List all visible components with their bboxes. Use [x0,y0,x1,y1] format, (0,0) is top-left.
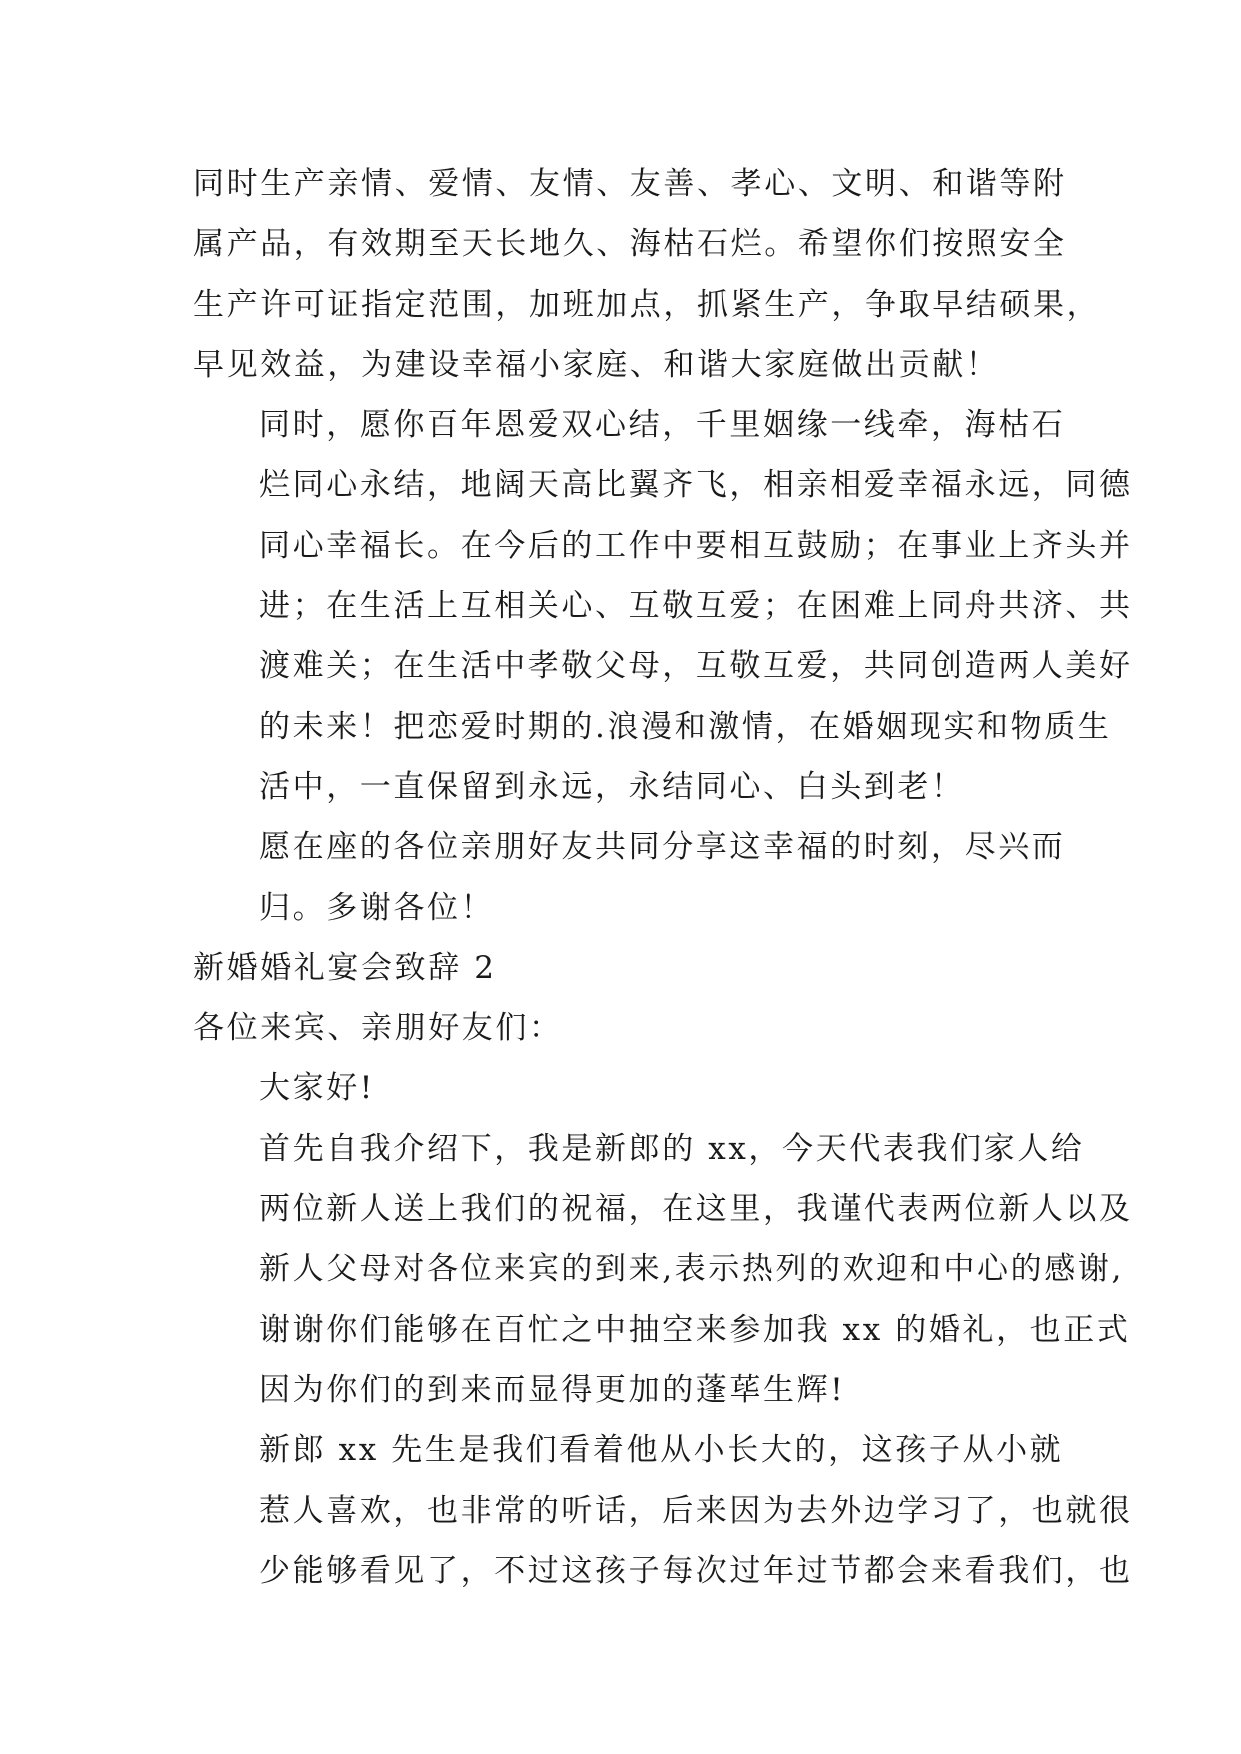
paragraph [193,154,1101,395]
paragraph [193,938,1053,998]
text-line: 因为你们的到来而显得更加的蓬荜生辉! [259,1371,846,1408]
paragraph [193,998,1053,1058]
document-body [193,154,1133,1601]
paragraph [193,1420,1133,1601]
paragraph [193,395,1133,817]
text-line: 同时，愿你百年恩爱双心结，千里姻缘一线牵，海枯石 [259,407,1066,444]
text-line: 各位来宾、亲朋好友们： [193,1010,563,1047]
text-line: 新婚婚礼宴会致辞 2 [193,949,497,986]
text-line: 新人父母对各位来宾的到来,表示热列的欢迎和中心的感谢, [259,1251,1124,1288]
text-line: 活中，一直保留到永远，永结同心、白头到老！ [259,768,965,805]
text-line: 生产许可证指定范围，加班加点，抓紧生产，争取早结硕果， [193,286,1101,323]
paragraph [193,817,1066,938]
text-line: 属产品，有效期至天长地久、海枯石烂。希望你们按照安全 [193,226,1067,263]
text-line: 归。多谢各位！ [259,889,495,926]
text-line: 两位新人送上我们的祝福，在这里，我谨代表两位新人以及 [259,1191,1133,1228]
text-line: 大家好! [259,1070,375,1107]
text-line: 早见效益，为建设幸福小家庭、和谐大家庭做出贡献！ [193,346,1000,383]
text-line: 愿在座的各位亲朋好友共同分享这幸福的时刻，尽兴而 [259,829,1066,866]
paragraph [193,1119,1133,1420]
text-line: 渡难关；在生活中孝敬父母，互敬互爱，共同创造两人美好 [259,648,1133,685]
paragraph [193,1058,1053,1118]
text-line: 同时生产亲情、爱情、友情、友善、孝心、文明、和谐等附 [193,166,1067,202]
text-line: 谢谢你们能够在百忙之中抽空来参加我 xx 的婚礼，也正式 [259,1311,1131,1348]
text-line: 少能够看见了，不过这孩子每次过年过节都会来看我们，也 [259,1552,1133,1589]
text-line: 首先自我介绍下，我是新郎的 xx，今天代表我们家人给 [259,1130,1085,1167]
text-line: 烂同心永结，地阔天高比翼齐飞，相亲相爱幸福永远，同德 [259,467,1133,504]
text-line: 新郎 xx 先生是我们看着他从小长大的，这孩子从小就 [259,1432,1064,1469]
text-line: 进；在生活上互相关心、互敬互爱；在困难上同舟共济、共 [259,588,1133,625]
text-line: 同心幸福长。在今后的工作中要相互鼓励；在事业上齐头并 [259,527,1133,564]
text-line: 的未来！把恋爱时期的.浪漫和激情，在婚姻现实和物质生 [259,708,1112,745]
text-line: 惹人喜欢，也非常的听话，后来因为去外边学习了，也就很 [259,1492,1133,1529]
